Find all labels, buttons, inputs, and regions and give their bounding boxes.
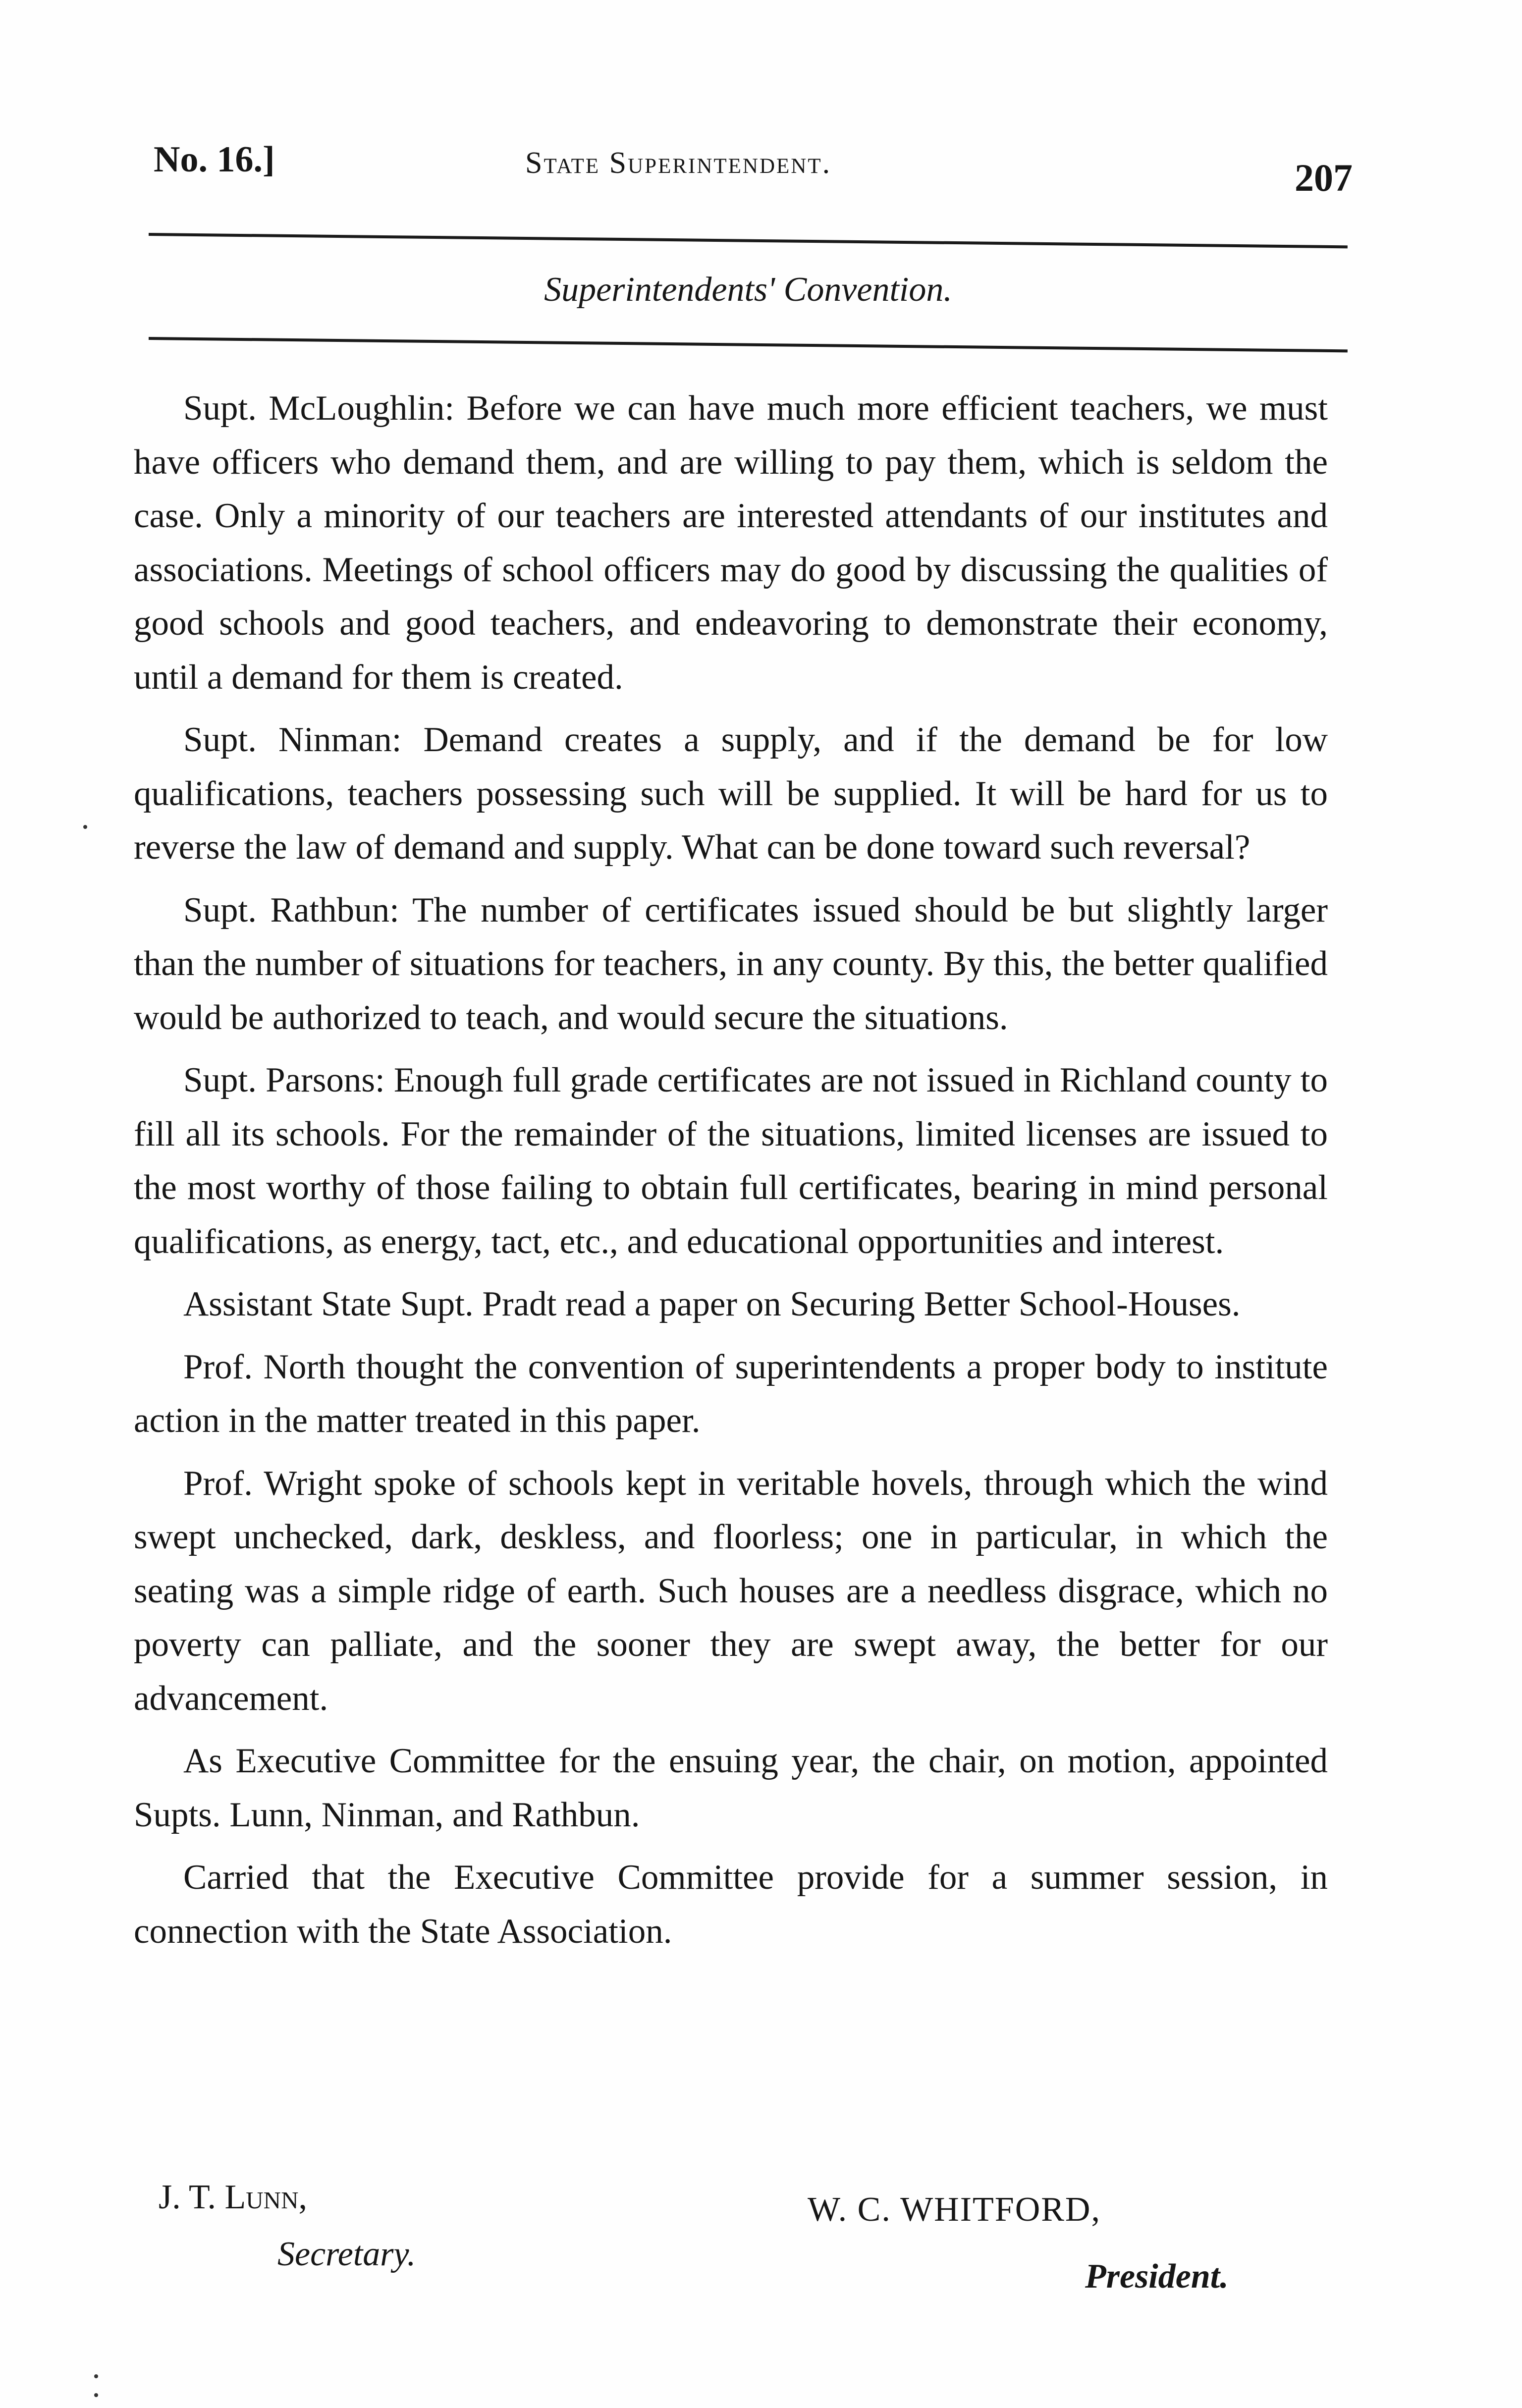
paragraph-summer-session: Carried that the Executive Committee provide for a summer session, in connection with the State Association.	[134, 1858, 1328, 1951]
paragraph-parsons: Supt. Parsons: Enough full grade certificates are not issued in Richland county to fill all its schools. For the remainder of the situations, limited licenses are issued to the most worthy of those failing to obtain full certificates, bearing in mind personal qualifications, as energy, tact, etc., and educational opportunities and interest.	[134, 1061, 1328, 1261]
running-title: State Superintendent.	[525, 146, 832, 180]
header-rule-bottom	[149, 337, 1348, 352]
page-number: 207	[1295, 156, 1353, 199]
paragraph-wright: Prof. Wright spoke of schools kept in veritable hovels, through which the wind swept unchecked, dark, deskless, and floorless; one in particular, in which the seating was a simple ridge of earth. Such houses are a needless disgrace, which no poverty can palliate, and the sooner they are swept away, the better for our advancement.	[134, 1464, 1328, 1718]
paragraph-pradt: Assistant State Supt. Pradt read a paper on Securing Better School-Houses.	[183, 1285, 1241, 1323]
section-subheading: Superintendents' Convention.	[544, 271, 952, 309]
secretary-name: J. T. Lunn,	[159, 2178, 307, 2216]
print-speck	[83, 825, 87, 829]
print-speck	[94, 2374, 98, 2378]
header-rule-top	[149, 233, 1348, 248]
paragraph-mcloughlin: Supt. McLoughlin: Before we can have much more efficient teachers, we must have officers who demand them, and are willing to pay them, which is seldom the case. Only a minority of our teachers are interested attendants of our institutes and associations. Meetings of school officers may do good by discussing the qualities of good schools and good teachers, and endeavoring to demonstrate their economy, until a demand for them is created.	[134, 389, 1328, 697]
paragraph-executive-committee: As Executive Committee for the ensuing year, the chair, on motion, appointed Supts. Lunn, Ninman, and Rathbun.	[134, 1742, 1328, 1834]
print-speck	[94, 2393, 98, 2397]
paragraph-rathbun: Supt. Rathbun: The number of certificates issued should be but slightly larger than the number of situations for teachers, in any county. By this, the better qualified would be authorized to teach, and would secure the situations.	[134, 890, 1328, 1037]
paragraph-ninman: Supt. Ninman: Demand creates a supply, and if the demand be for low qualifications, teachers possessing such will be supplied. It will be hard for us to reverse the law of demand and supply. What can be done toward such reversal?	[134, 720, 1328, 867]
body-text	[134, 382, 1328, 1967]
running-header	[149, 134, 1353, 198]
document-number: No. 16.]	[154, 139, 275, 180]
secretary-title: Secretary.	[277, 2235, 416, 2273]
paragraph-north: Prof. North thought the convention of superintendents a proper body to institute action in the matter treated in this paper.	[134, 1347, 1328, 1440]
president-title: President.	[1085, 2257, 1229, 2296]
president-name: W. C. WHITFORD,	[808, 2190, 1101, 2229]
